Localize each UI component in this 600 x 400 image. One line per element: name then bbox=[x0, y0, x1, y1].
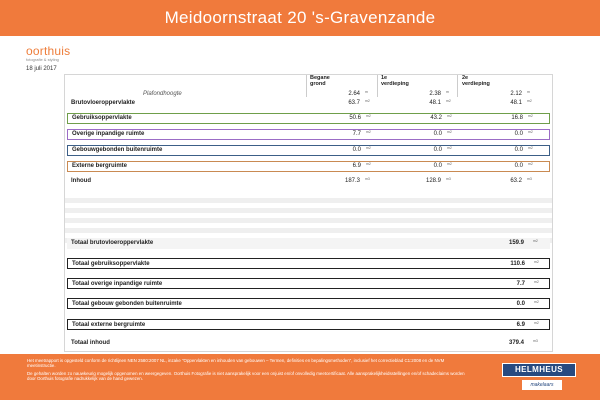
unit: m bbox=[365, 90, 368, 94]
row-externe-bergruimte bbox=[67, 161, 550, 172]
unit: m2 bbox=[533, 239, 538, 243]
total-value: 0.0 bbox=[516, 300, 525, 307]
row-label: Overige inpandige ruimte bbox=[72, 131, 145, 137]
measurement-table bbox=[64, 74, 553, 352]
value: 48.1 bbox=[429, 100, 441, 106]
total-overige-inpandige-ruimte bbox=[67, 278, 550, 289]
unit: m2 bbox=[366, 146, 371, 150]
total-brutovloeroppervlakte bbox=[67, 238, 550, 249]
row-label: Plafondhoogte bbox=[143, 91, 182, 97]
value: 0.0 bbox=[433, 131, 442, 137]
unit: m2 bbox=[528, 130, 533, 134]
row-label: Inhoud bbox=[71, 178, 91, 184]
total-label: Totaal overige inpandige ruimte bbox=[72, 280, 163, 287]
row-overige-inpandige-ruimte bbox=[67, 129, 550, 140]
unit: m2 bbox=[447, 162, 452, 166]
value: 0.0 bbox=[433, 163, 442, 169]
row-band bbox=[65, 198, 552, 203]
value: 2.12 bbox=[510, 91, 522, 97]
disclaimer bbox=[27, 358, 467, 383]
row-label: Externe bergruimte bbox=[72, 163, 128, 169]
row-label: Gebouwgebonden buitenruimte bbox=[72, 147, 163, 153]
total-externe-bergruimte bbox=[67, 319, 550, 330]
unit: m bbox=[527, 90, 530, 94]
row-band bbox=[65, 208, 552, 213]
unit: m2 bbox=[365, 99, 370, 103]
row-gebruiksoppervlakte bbox=[67, 113, 550, 124]
column-header-2e-verdieping: 2e verdieping bbox=[462, 75, 490, 87]
value: 7.7 bbox=[352, 131, 361, 137]
logo-name: oorthuis bbox=[26, 44, 71, 58]
value: 0.0 bbox=[514, 131, 523, 137]
value: 16.8 bbox=[511, 115, 523, 121]
value: 63.7 bbox=[348, 100, 360, 106]
value: 0.0 bbox=[514, 147, 523, 153]
row-band bbox=[65, 228, 552, 233]
unit: m3 bbox=[446, 177, 451, 181]
total-inhoud bbox=[67, 338, 550, 349]
row-inhoud bbox=[65, 177, 552, 187]
column-header-1e-verdieping: 1e verdieping bbox=[381, 75, 409, 87]
page-title: Meidoornstraat 20 's-Gravenzande bbox=[164, 8, 436, 27]
total-label: Totaal inhoud bbox=[71, 339, 110, 346]
row-label: Gebruiksoppervlakte bbox=[72, 115, 132, 121]
total-value: 159.9 bbox=[508, 239, 524, 246]
value: 2.38 bbox=[429, 91, 441, 97]
value: 6.9 bbox=[352, 163, 361, 169]
total-label: Totaal gebouw gebonden buitenruimte bbox=[72, 300, 182, 307]
value: 63.2 bbox=[510, 178, 522, 184]
unit: m2 bbox=[366, 114, 371, 118]
unit: m2 bbox=[366, 162, 371, 166]
column-header-begane-grond: Begane grond bbox=[310, 75, 330, 87]
value: 128.9 bbox=[425, 178, 441, 184]
title-bar bbox=[0, 0, 600, 36]
logo-subtitle: fotografie & styling bbox=[26, 57, 59, 62]
total-gebruiksoppervlakte bbox=[67, 258, 550, 269]
unit: m2 bbox=[447, 130, 452, 134]
unit: m2 bbox=[528, 146, 533, 150]
unit: m2 bbox=[447, 114, 452, 118]
value: 187.3 bbox=[344, 178, 360, 184]
value: 0.0 bbox=[352, 147, 361, 153]
value: 2.64 bbox=[348, 91, 360, 97]
total-label: Totaal brutovloeroppervlakte bbox=[71, 239, 154, 246]
helmheus-logo-sub: makelaars bbox=[522, 380, 562, 390]
unit: m3 bbox=[365, 177, 370, 181]
value: 0.0 bbox=[514, 163, 523, 169]
total-value: 110.6 bbox=[510, 260, 525, 267]
disclaimer-nen: Het meetrapport is opgesteld conform de richtlijnen NEN 2580:2007 NL, inzake "Oppervlakten en inhouden van gebouwen – Termen, definities en bepalingsmethoden", inclusief het correctieblad C1:2008 en de NVM meetinstructie. bbox=[27, 358, 445, 369]
unit: m2 bbox=[446, 99, 451, 103]
footer-bar bbox=[0, 354, 600, 400]
unit: m2 bbox=[534, 280, 539, 284]
total-label: Totaal gebruiksoppervlakte bbox=[72, 260, 150, 267]
total-value: 6.9 bbox=[516, 321, 525, 328]
total-value: 379.4 bbox=[508, 339, 524, 346]
unit: m3 bbox=[527, 177, 532, 181]
row-band bbox=[65, 218, 552, 223]
oorthuis-logo bbox=[26, 44, 70, 62]
unit: m2 bbox=[534, 321, 539, 325]
total-label: Totaal externe bergruimte bbox=[72, 321, 146, 328]
unit: m2 bbox=[527, 99, 532, 103]
row-gebouwgebonden-buitenruimte bbox=[67, 145, 550, 156]
unit: m3 bbox=[533, 339, 538, 343]
value: 50.6 bbox=[349, 115, 361, 121]
total-gebouw-gebonden-buitenruimte bbox=[67, 298, 550, 309]
unit: m2 bbox=[447, 146, 452, 150]
row-brutovloeroppervlakte bbox=[65, 99, 552, 109]
unit: m2 bbox=[534, 260, 539, 264]
unit: m2 bbox=[366, 130, 371, 134]
value: 43.2 bbox=[430, 115, 442, 121]
unit: m2 bbox=[534, 300, 539, 304]
unit: m2 bbox=[528, 114, 533, 118]
total-value: 7.7 bbox=[516, 280, 525, 287]
unit: m2 bbox=[528, 162, 533, 166]
value: 48.1 bbox=[510, 100, 522, 106]
row-label: Brutovloeroppervlakte bbox=[71, 100, 136, 106]
unit: m bbox=[446, 90, 449, 94]
helmheus-logo: HELMHEUS bbox=[502, 363, 576, 377]
disclaimer-liability: De gehalten worden zo nauwkeurig mogelijk opgenomen en weergegeven. Oorthuis Fotografie is niet aansprakelijk voor een onjuist en/of onvolledig meetcertificaat. Alle aansprakelijkheidsstellingen en/of schadeclaims worden door Oorthuis fotografie nadrukkelijk van de hand gewezen. bbox=[27, 370, 465, 381]
report-date: 18 juli 2017 bbox=[26, 66, 57, 72]
value: 0.0 bbox=[433, 147, 442, 153]
